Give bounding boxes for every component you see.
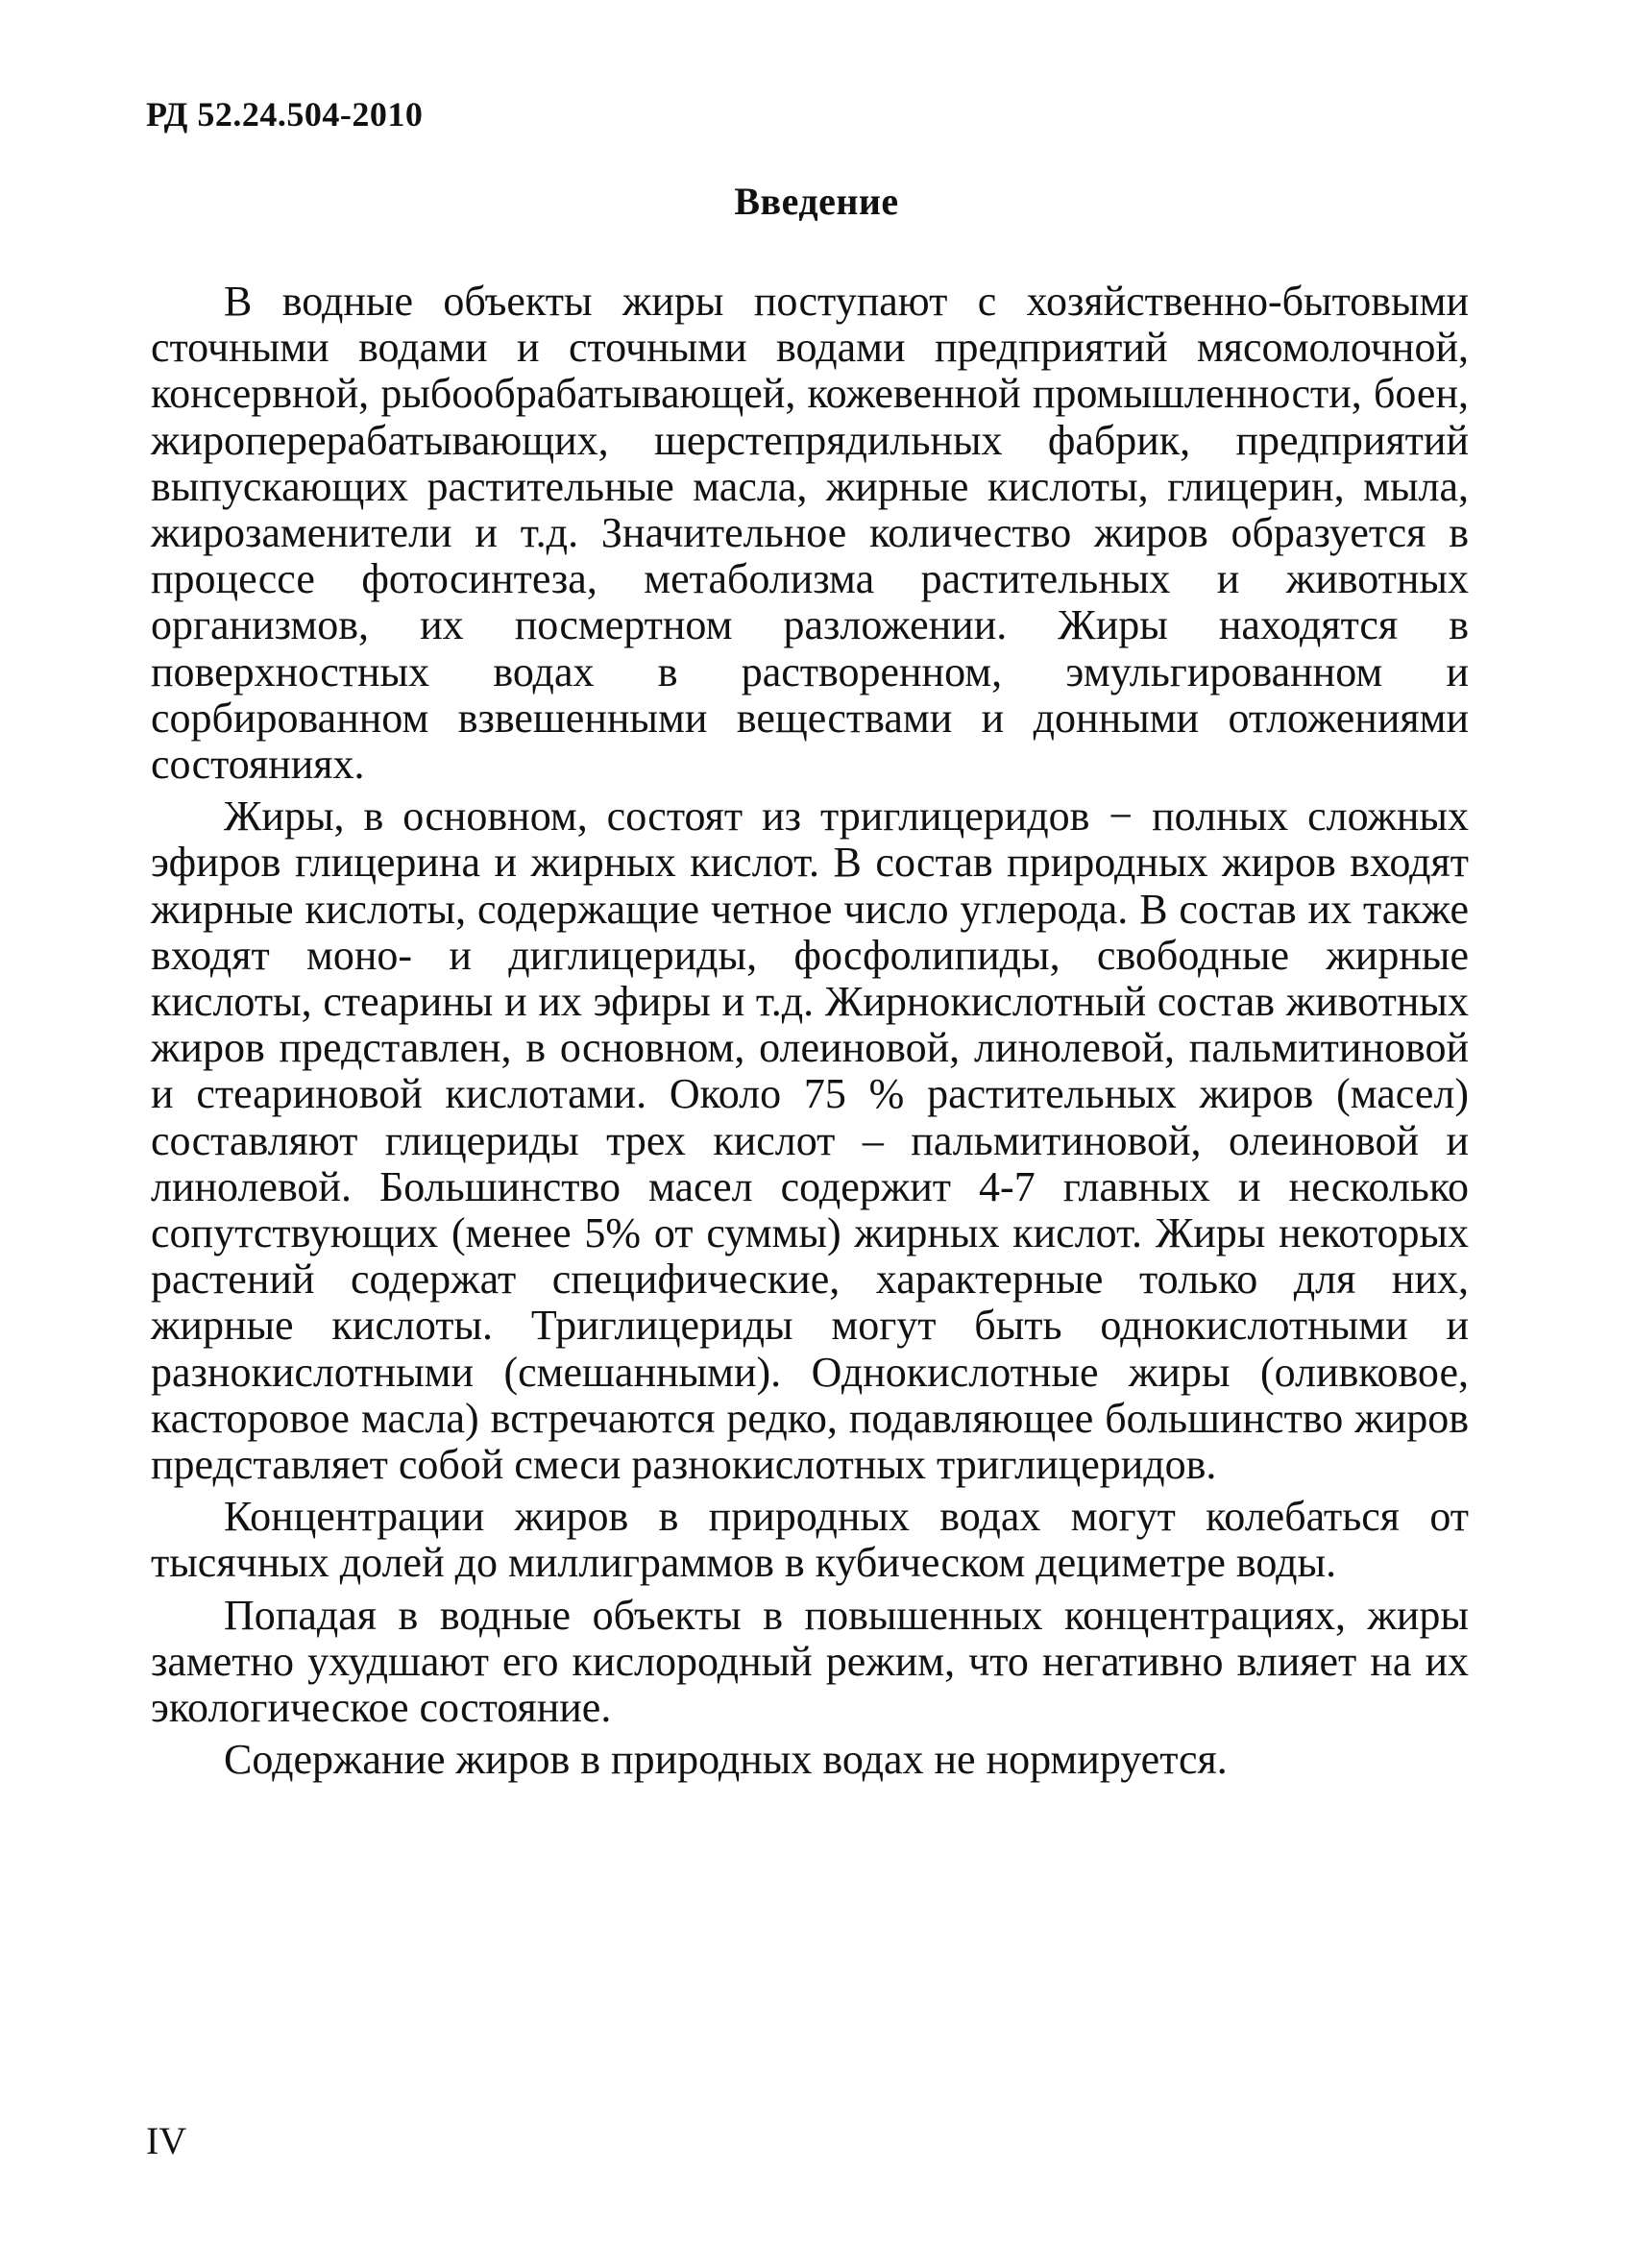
section-title: Введение [734,180,899,223]
paragraph: Жиры, в основном, состоят из триглицеридов − полных сложных эфиров глицерина и жирных кислот. В состав природных жиров входят жирные кислоты, содержащие четное число углерода. В состав их также входят моно- и диглицериды, фосфолипиды, свободные жирные кислоты, стеарины и их эфиры и т.д. Жирнокислотный состав животных жиров представлен, в основном, олеиновой, линолевой, пальмитиновой и стеариновой кислотами. Около 75 % растительных жиров (масел) составляют глицериды трех кислот – пальмитиновой, олеиновой и линолевой. Большинство масел содержит 4-7 главных и несколько сопутствующих (менее 5% от суммы) жирных кислот. Жиры некоторых растений содержат специфические, характерные только для них, жирные кислоты. Триглицериды могут быть однокислотными и разнокислотными (смешанными). Однокислотные жиры (оливковое, касторовое масла) встречаются редко, подавляющее большинство жиров представляет собой смеси разнокислотных триглицеридов. [151,793,1469,1489]
page-number: IV [146,2119,187,2162]
paragraph: Содержание жиров в природных водах не нормируется. [224,1736,1228,1784]
document-code: РД 52.24.504-2010 [146,95,424,134]
paragraph: Концентрации жиров в природных водах могут колебаться от тысячных долей до миллиграммов в кубическом дециметре воды. [151,1493,1469,1587]
paragraph: В водные объекты жиры поступают с хозяйственно-бытовыми сточными водами и сточными водами предприятий мясомолочной, консервной, рыбообрабатывающей, кожевенной промышленности, боен, жироперерабатывающих, шерстепрядильных фабрик, предприятий выпускающих растительные масла, жирные кислоты, глицерин, мыла, жирозаменители и т.д. Значительное количество жиров образуется в процессе фотосинтеза, метаболизма растительных и животных организмов, их посмертном разложении. Жиры находятся в поверхностных водах в растворенном, эмульгированном и сорбированном взвешенными веществами и донными отложениями состояниях. [151,278,1469,789]
paragraph: Попадая в водные объекты в повышенных концентрациях, жиры заметно ухудшают его кислородный режим, что негативно влияет на их экологическое состояние. [151,1591,1469,1732]
body-text [151,279,1469,1784]
